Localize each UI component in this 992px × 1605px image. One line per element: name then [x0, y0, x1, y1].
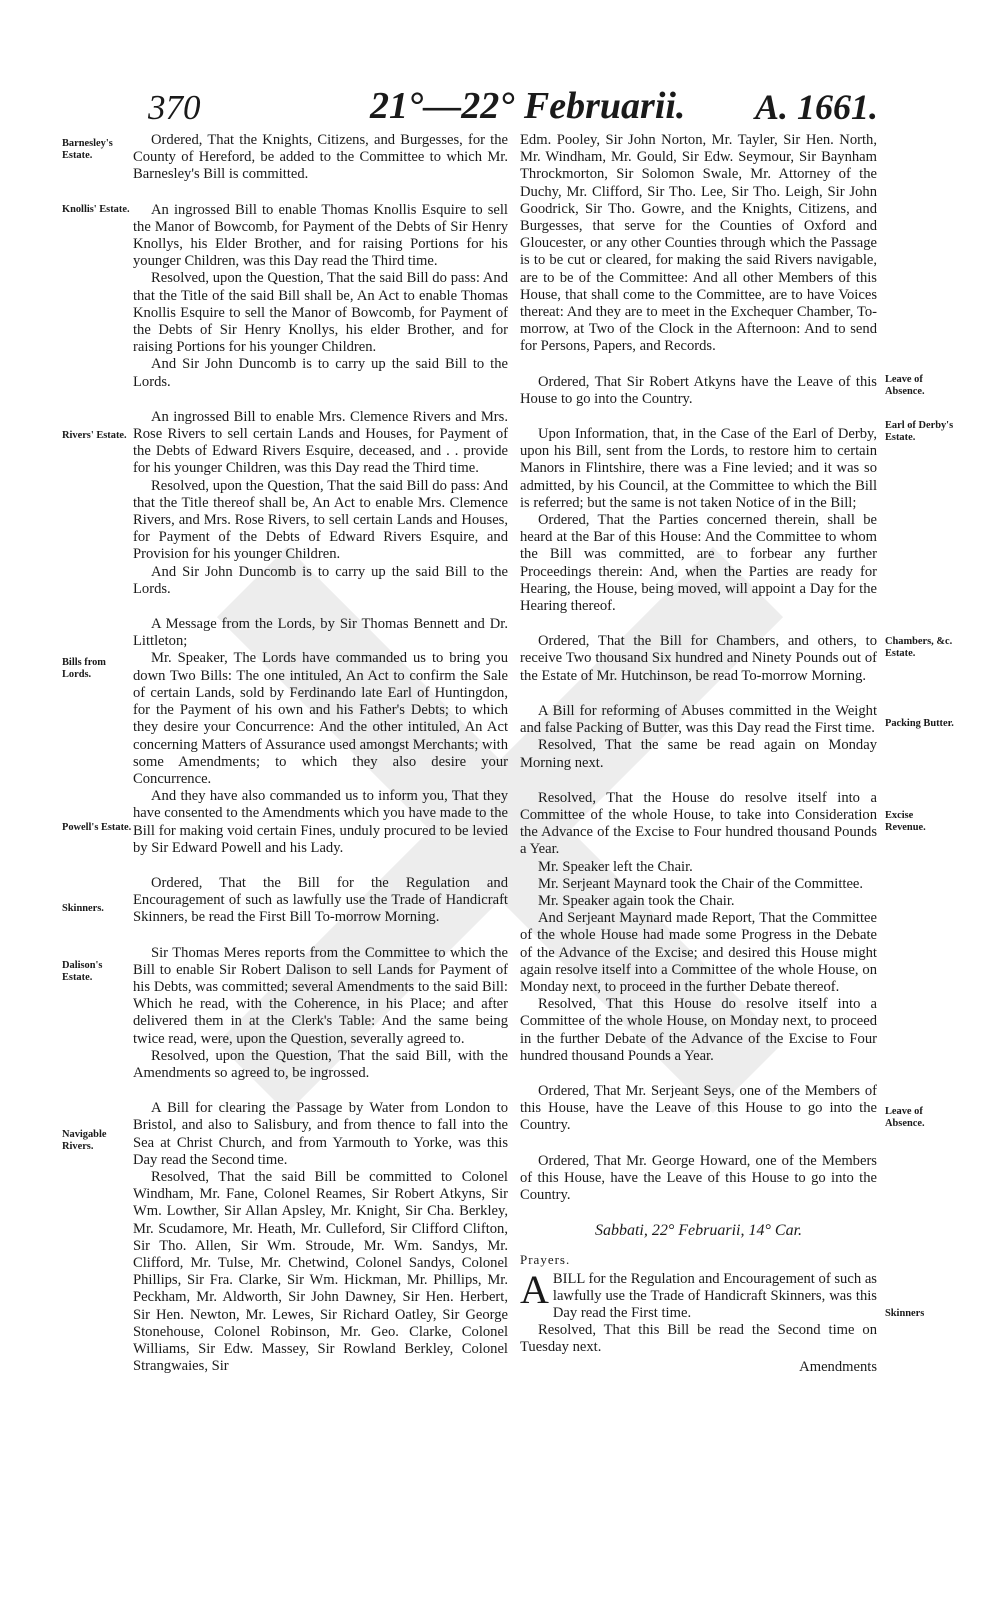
- paragraph: Resolved, That the same be read again on Monday Morning next.: [520, 737, 877, 771]
- margin-note-right: Earl of Derby's Estate.: [885, 420, 954, 443]
- paragraph: Upon Information, that, in the Case of the Earl of Derby, upon his Bill, sent from the Lords, to restore him to certain Manors in Flintshire, there was a Fine levied; and it was so admitted, by his Council, at the Committee to which the Bill is referred; but the same is not taken Notice of in the Bill;: [520, 426, 877, 511]
- paragraph: Resolved, That this House do resolve itself into a Committee of the whole House, on Monday next, to proceed in the further Debate of the Advance of the Excise to Four hundred thousand Pounds a Year.: [520, 996, 877, 1064]
- paragraph: Resolved, That the said Bill be committed to Colonel Windham, Mr. Fane, Colonel Reames, Sir Robert Atkyns, Sir Wm. Lowther, Sir Allan Apsley, Mr. Knight, Sir Cha. Berkley, Mr. Scudamore, Mr. Heath, Mr. Culleford, Sir Clifford Clifton, Sir Tho. Allen, Sir Wm. Stroude, Mr. Wm. Sandys, Mr. Clifford, Mr. Tulse, Mr. Chetwind, Colonel Sandys, Colonel Phillips, Sir Fra. Clarke, Sir Wm. Hickman, Mr. Phillips, Mr. Peckham, Mr. Aldworth, Sir John Dawney, Sir Hen. Herbert, Sir Hen. Newton, Mr. Lewes, Sir Richard Oatley, Sir George Stonehouse, Colonel Robinson, Mr. Geo. Clarke, Colonel Williams, Sir Edw. Massey, Sir Rowland Berkley, Colonel Strangwaies, Sir: [133, 1168, 508, 1375]
- entry: [520, 633, 877, 685]
- paragraph: Resolved, That this Bill be read the Second time on Tuesday next.: [520, 1322, 877, 1356]
- paragraph: Ordered, That Sir Robert Atkyns have the Leave of this House to go into the Country.: [520, 373, 877, 407]
- paragraph: Ordered, That the Knights, Citizens, and Burgesses, for the County of Hereford, be added to the Committee to which Mr. Barnesley's Bill is committed.: [133, 132, 508, 183]
- paragraph: Ordered, That the Bill for the Regulation and Encouragement of such as lawfully use the Trade of Handicraft Skinners, be read the First Bill To-morrow Morning.: [133, 874, 508, 926]
- left-column: [133, 132, 508, 1393]
- paragraph: And Sir John Duncomb is to carry up the said Bill to the Lords.: [133, 563, 508, 597]
- paragraph-text: BILL for the Regulation and Encouragement of such as lawfully use the Trade of Handicraft Skinners, was this Day read the First time.: [552, 1270, 877, 1321]
- margin-note-right: Leave of Absence.: [885, 374, 925, 397]
- entry: [520, 790, 877, 1065]
- paragraph: An ingrossed Bill to enable Thomas Knollis Esquire to sell the Manor of Bowcomb, for Payment of the Debts of Sir Henry Knollys, his Elder Brother, and for raising Portions for his younger Children, was this Day read the Third time.: [133, 201, 508, 270]
- paragraph: Mr. Speaker left the Chair.: [538, 858, 693, 875]
- margin-note-left: Navigable Rivers.: [62, 1129, 107, 1152]
- entry: [520, 426, 877, 615]
- catchword: Amendments: [799, 1358, 877, 1375]
- margin-note-left: Powell's Estate.: [62, 822, 132, 833]
- paragraph: Mr. Speaker again took the Chair.: [538, 892, 735, 909]
- entry: [133, 1100, 508, 1375]
- entry: [520, 374, 877, 408]
- paragraph: Resolved, upon the Question, That the said Bill, with the Amendments so agreed to, be ingrossed.: [133, 1047, 508, 1081]
- entry: [133, 202, 508, 391]
- entry: [520, 703, 877, 772]
- margin-note-right: Leave of Absence.: [885, 1106, 925, 1129]
- prayers-label: Prayers.: [520, 1252, 571, 1268]
- paragraph: Ordered, That the Parties concerned therein, shall be heard at the Bar of this House: And the Committee to whom the Bill was committed, are to forbear any further Proceedings therein: And, when the Parties are ready for Hearing, the House, being moved, will appoint a Day for the Hearing thereof.: [520, 512, 877, 615]
- margin-note-right: Excise Revenue.: [885, 810, 926, 833]
- paragraph: Ordered, That the Bill for Chambers, and others, to receive Two thousand Six hundred and Ninety Pounds out of the Estate of Mr. Hutchinson, be read To-morrow Morning.: [520, 633, 877, 684]
- margin-note-left: Skinners.: [62, 903, 104, 914]
- entry: [520, 1153, 877, 1205]
- margin-note-left: Dalison's Estate.: [62, 960, 103, 983]
- paragraph: And they have also commanded us to inform you, That they have consented to the Amendments which you have made to the Bill for making void certain Fines, unduly procured to be levied by Sir Edward Powell and his Lady.: [133, 788, 508, 856]
- paragraph: Ordered, That Mr. Serjeant Seys, one of the Members of this House, have the Leave of this House to go into the Country.: [520, 1082, 877, 1134]
- sabbath-heading: Sabbati, 22° Februarii, 14° Car.: [594, 1222, 803, 1240]
- paragraph: Mr. Serjeant Maynard took the Chair of the Committee.: [538, 875, 864, 892]
- paragraph: A Bill for clearing the Passage by Water from London to Bristol, and also to Salisbury, and from thence to fall into the Sea at Christ Church, and from Yarmouth to Yorke, was this Day read the Second time.: [133, 1100, 508, 1168]
- entry: [520, 1083, 877, 1135]
- paragraph: An ingrossed Bill to enable Mrs. Clemence Rivers and Mrs. Rose Rivers to sell certain Lands and Houses, for Payment of the Debts of Edward Rivers Esquire, deceased, and . . provide for his younger Children, was this Day read the Third time.: [133, 408, 508, 477]
- entry: [133, 409, 508, 598]
- page-year: A. 1661.: [755, 87, 879, 127]
- paragraph: Resolved, upon the Question, That the said Bill do pass: And that the Title of the said Bill shall be, An Act to enable Thomas Knollis Esquire to sell the Manor of Bowcomb, for Payment of the Debts of Sir Henry Knollys, his elder Brother, and for raising Portions for his younger Children.: [133, 270, 508, 356]
- paragraph: Resolved, upon the Question, That the said Bill do pass: And that the Title thereof shall be, An Act to enable Mrs. Clemence Rivers, and Mrs. Rose Rivers, to sell certain Lands and Houses, for Payment of the Debts of Edward Rivers Esquire, and Provision for his younger Children.: [133, 477, 508, 563]
- paragraph: A Bill for reforming of Abuses committed in the Weight and false Packing of Butter, was this Day read the First time.: [520, 702, 877, 737]
- paragraph: Ordered, That Mr. George Howard, one of the Members of this House, have the Leave of this House to go into the Country.: [520, 1152, 877, 1203]
- paragraph: Sir Thomas Meres reports from the Committee to which the Bill to enable Sir Robert Dalison to sell Lands for Payment of his Debts, was committed; several Amendments to the said Bill: Which he read, with the Coherence, in his Place; and after delivered them in at the Clerk's Table: And the same being twice read, were, upon the Question, severally agreed to.: [133, 944, 508, 1047]
- drop-cap: A: [520, 1266, 549, 1312]
- sabbath-first-paragraph: [520, 1266, 877, 1323]
- paragraph: And Sir John Duncomb is to carry up the said Bill to the Lords.: [133, 356, 508, 390]
- page-date-range: 21°—22° Februarii.: [370, 85, 686, 127]
- margin-note-right: Chambers, &c. Estate.: [885, 636, 953, 659]
- paragraph: Edm. Pooley, Sir John Norton, Mr. Tayler, Sir Hen. North, Mr. Windham, Mr. Gould, Sir Edw. Seymour, Sir Baynham Throckmorton, Sir Solomon Swale, Mr. Attorney of the Duchy, Mr. Clifford, Sir Tho. Lee, Sir Tho. Leigh, Sir John Goodrick, Sir Tho. Gowre, and the Knights, Citizens, and Burgesses, that serve for the Counties of Oxford and Gloucester, or any other Counties through which the Passage is to be cut or cleared, for making the said Rivers navigable, are to be of the Committee: And all other Members of this House, that shall come to the Committee, are to have Voices thereat: And they are to meet in the Exchequer Chamber, To-morrow, at Two of the Clock in the Afternoon: And to send for Persons, Papers, and Records.: [520, 132, 877, 355]
- margin-note-right: Skinners: [885, 1308, 925, 1319]
- margin-note-left: Bills from Lords.: [62, 657, 106, 680]
- right-column: [520, 132, 877, 1376]
- page-number: 370: [148, 88, 201, 127]
- page-header: [0, 82, 992, 132]
- paragraph: Mr. Speaker, The Lords have commanded us to bring you down Two Bills: The one intituled, An Act to confirm the Sale of certain Lands, sold by Ferdinando late Earl of Huntingdon, for the Payment of his own and his Father's Debts; to which they desire your Concurrence: And the other intituled, An Act concerning Matters of Assurance used amongst Merchants; with some Amendments; to which they also desire your Concurrence.: [133, 650, 508, 787]
- margin-note-left: Knollis' Estate.: [62, 204, 130, 215]
- margin-note-right: Packing Butter.: [885, 718, 954, 729]
- entry: [520, 132, 877, 356]
- entry: [133, 132, 508, 184]
- paragraph: Resolved, That the House do resolve itself into a Committee of the whole House, to take into Consideration the Advance of the Excise to Four hundred thousand Pounds a Year.: [520, 789, 877, 858]
- paragraph: And Serjeant Maynard made Report, That the Committee of the whole House had made some Progress in the Debate of the Advance of the Excise; and desired this House might again resolve itself into a Committee of the whole House, on Monday next, to proceed in the further Debate thereof.: [520, 910, 877, 995]
- entry: [133, 945, 508, 1083]
- margin-note-left: Rivers' Estate.: [62, 430, 127, 441]
- entry: [133, 875, 508, 927]
- entry: [133, 616, 508, 857]
- margin-note-left: Barnesley's Estate.: [62, 138, 113, 161]
- paragraph: A Message from the Lords, by Sir Thomas Bennett and Dr. Littleton;: [133, 616, 508, 650]
